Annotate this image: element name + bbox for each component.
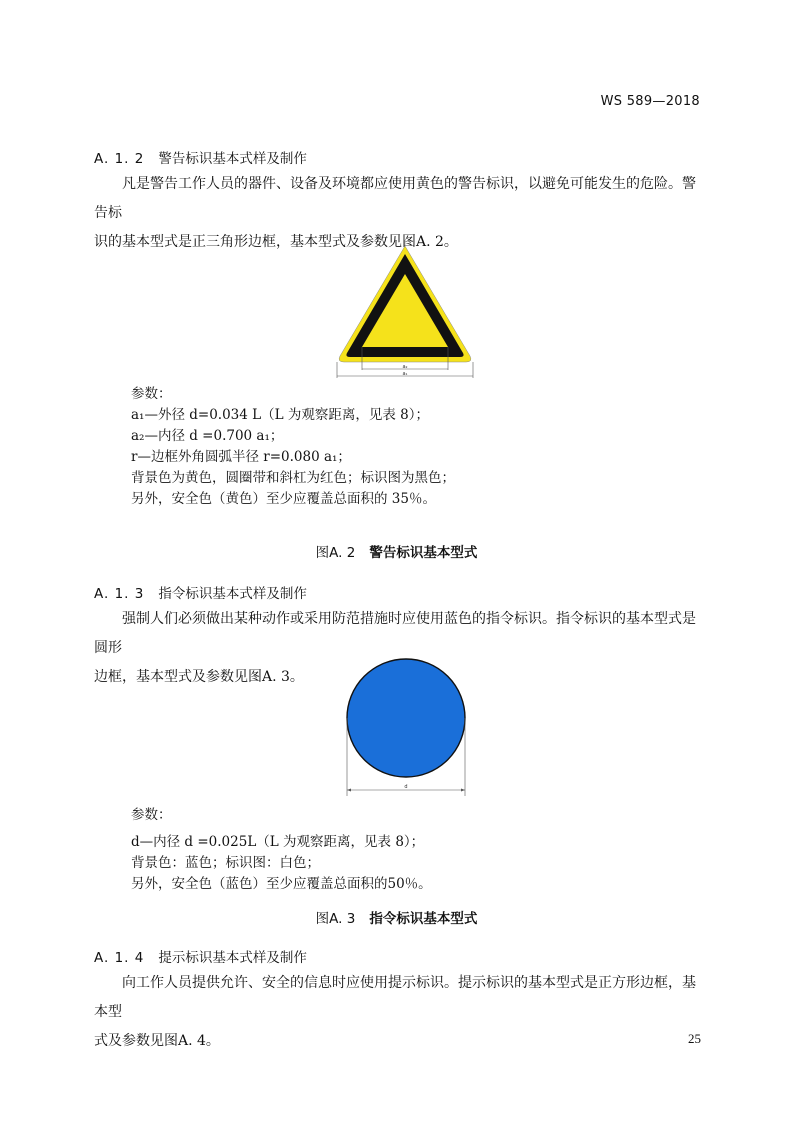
dim-label-a2: a₂ [402, 364, 408, 370]
caption-number: 图A. 3 [315, 911, 356, 927]
section-title: 警告标识基本式样及制作 [158, 151, 307, 167]
section-heading-a14 [94, 946, 307, 966]
figure-a2-caption [0, 541, 793, 561]
param-line: d—内径 d =0.025L（L 为观察距离，见表 8）； [131, 834, 425, 850]
dim-label-a1: a₁ [402, 371, 408, 377]
paragraph-line: 式及参数见图A. 4。 [94, 1033, 220, 1049]
paragraph-line: 强制人们必须做出某种动作或采用防范措施时应使用蓝色的指令标识。指令标识的基本型式是圆形 [94, 611, 696, 656]
page-number: 25 [688, 1031, 701, 1046]
blue-circle [347, 659, 465, 777]
paragraph-line: 凡是警告工作人员的器件、设备及环境都应使用黄色的警告标识，以避免可能发生的危险。警告标 [94, 176, 696, 221]
param-line: a₂—内径 d =0.700 a₁； [131, 428, 284, 444]
warning-triangle-figure [335, 238, 480, 383]
figure-a3-params [131, 805, 432, 895]
param-line: 另外，安全色（黄色）至少应覆盖总面积的 35％。 [131, 491, 436, 507]
params-title: 参数： [131, 386, 172, 402]
paragraph-line: 向工作人员提供允许、安全的信息时应使用提示标识。提示标识的基本型式是正方形边框，基本型 [94, 975, 696, 1020]
paragraph-a14 [94, 969, 699, 1056]
param-line: 另外，安全色（蓝色）至少应覆盖总面积的50％。 [131, 876, 432, 892]
section-title: 提示标识基本式样及制作 [158, 950, 307, 966]
param-line: a₁—外径 d=0.034 L（L 为观察距离，见表 8）； [131, 407, 429, 423]
document-code: WS 589—2018 [600, 94, 700, 109]
param-line: 背景色：蓝色；标识图：白色； [131, 855, 320, 871]
paragraph-line: 识的基本型式是正三角形边框，基本型式及参数见图A. 2。 [94, 234, 458, 250]
caption-number: 图A. 2 [315, 545, 356, 561]
mandatory-circle-figure [340, 658, 472, 798]
section-heading-a13 [94, 582, 307, 602]
section-heading-a12 [94, 147, 307, 167]
caption-title: 警告标识基本型式 [369, 545, 478, 561]
section-number: A. 1. 4 [94, 950, 145, 966]
param-line: r—边框外角圆弧半径 r=0.080 a₁； [131, 449, 351, 465]
section-number: A. 1. 2 [94, 151, 145, 167]
section-number: A. 1. 3 [94, 586, 145, 602]
section-title: 指令标识基本式样及制作 [158, 586, 307, 602]
dim-label-d: d [404, 784, 408, 790]
param-line: 背景色为黄色，圆圈带和斜杠为红色；标识图为黑色； [131, 470, 455, 486]
paragraph-line: 边框，基本型式及参数见图A. 3。 [94, 669, 304, 685]
figure-a3-caption [0, 907, 793, 927]
figure-a2-params [131, 384, 455, 510]
params-title: 参数： [131, 807, 172, 823]
caption-title: 指令标识基本型式 [369, 911, 478, 927]
